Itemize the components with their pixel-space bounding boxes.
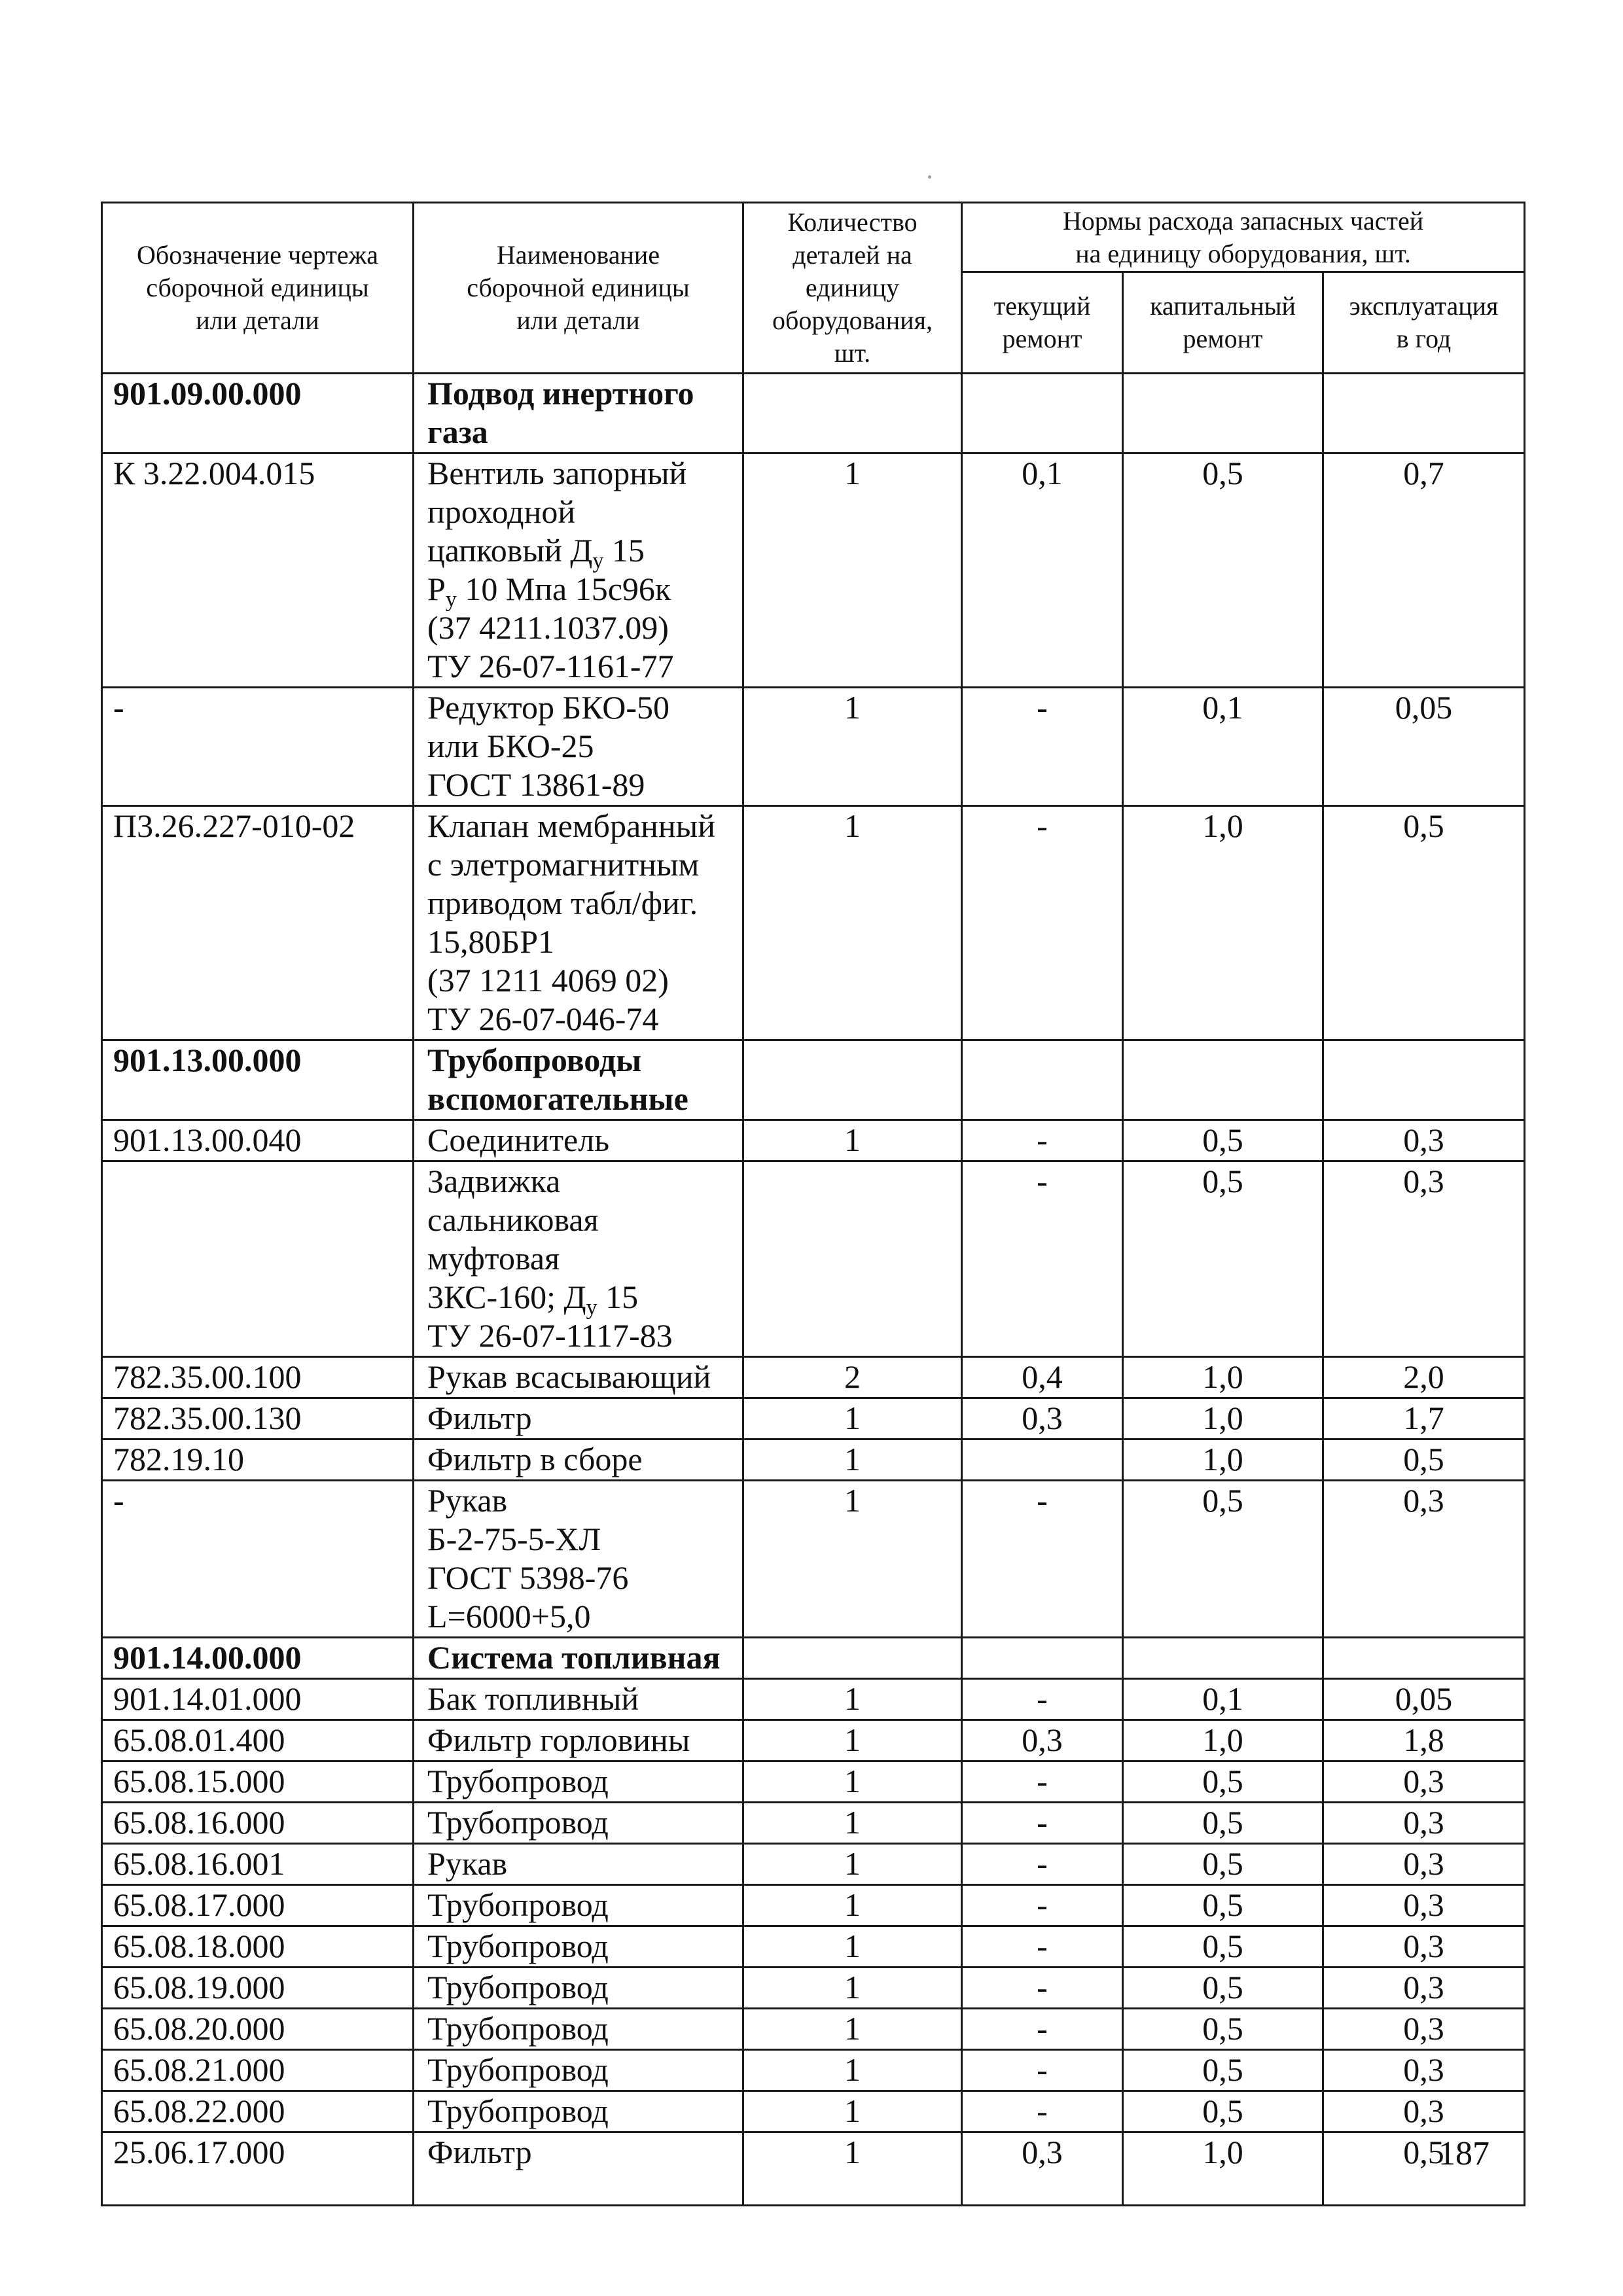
cell-current-repair: -: [962, 1761, 1123, 1803]
header-drawing-designation: Обозначение чертежа сборочной единицы или детали: [102, 203, 414, 374]
cell-current-repair: [962, 374, 1123, 453]
cell-quantity: 1: [743, 1968, 962, 2009]
cell-quantity: 1: [743, 1844, 962, 1885]
cell-annual-operation: 0,3: [1323, 1761, 1525, 1803]
cell-annual-operation: 0,5: [1323, 806, 1525, 1040]
cell-name: Фильтр: [414, 1398, 743, 1439]
cell-capital-repair: 0,5: [1123, 1844, 1323, 1885]
cell-quantity: 1: [743, 2050, 962, 2091]
table-header: [102, 203, 1525, 374]
cell-designation: 901.14.00.000: [102, 1638, 414, 1679]
cell-name: Трубопровод: [414, 1803, 743, 1844]
cell-designation: 65.08.16.001: [102, 1844, 414, 1885]
cell-current-repair: -: [962, 1161, 1123, 1357]
cell-current-repair: -: [962, 2050, 1123, 2091]
cell-annual-operation: 0,5: [1323, 2132, 1525, 2206]
cell-annual-operation: 0,3: [1323, 1161, 1525, 1357]
cell-quantity: 1: [743, 1120, 962, 1161]
cell-capital-repair: 0,5: [1123, 2009, 1323, 2050]
cell-name: Трубопровод: [414, 2091, 743, 2132]
cell-annual-operation: 0,3: [1323, 1120, 1525, 1161]
cell-capital-repair: 1,0: [1123, 806, 1323, 1040]
cell-annual-operation: 0,3: [1323, 1926, 1525, 1968]
cell-quantity: [743, 1638, 962, 1679]
cell-designation: К 3.22.004.015: [102, 453, 414, 688]
cell-designation: 65.08.17.000: [102, 1885, 414, 1926]
cell-name: Фильтр горловины: [414, 1720, 743, 1761]
cell-quantity: 1: [743, 2132, 962, 2206]
table-row: [102, 1357, 1525, 1398]
cell-designation: 901.09.00.000: [102, 374, 414, 453]
cell-designation: [102, 1161, 414, 1357]
cell-designation: 65.08.18.000: [102, 1926, 414, 1968]
table-row: [102, 1439, 1525, 1481]
cell-name: Рукав: [414, 1844, 743, 1885]
table-row: [102, 1679, 1525, 1720]
cell-name: Трубопроводы вспомогательные: [414, 1040, 743, 1120]
cell-current-repair: -: [962, 1844, 1123, 1885]
table-row: [102, 1720, 1525, 1761]
header-annual-operation: эксплуатация в год: [1323, 272, 1525, 374]
cell-quantity: 1: [743, 806, 962, 1040]
cell-designation: 901.14.01.000: [102, 1679, 414, 1720]
header-quantity-per-unit: Количество деталей на единицу оборудования, шт.: [743, 203, 962, 374]
cell-quantity: 1: [743, 1803, 962, 1844]
cell-annual-operation: 1,7: [1323, 1398, 1525, 1439]
cell-capital-repair: 0,5: [1123, 453, 1323, 688]
cell-current-repair: 0,4: [962, 1357, 1123, 1398]
table-row: [102, 1161, 1525, 1357]
table-row: [102, 1398, 1525, 1439]
cell-capital-repair: [1123, 1638, 1323, 1679]
table-row: [102, 1968, 1525, 2009]
cell-designation: 782.35.00.130: [102, 1398, 414, 1439]
table-body: [102, 374, 1525, 2206]
cell-name: Фильтр: [414, 2132, 743, 2206]
cell-designation: 782.19.10: [102, 1439, 414, 1481]
cell-capital-repair: 1,0: [1123, 1439, 1323, 1481]
cell-capital-repair: 0,5: [1123, 1926, 1323, 1968]
cell-quantity: [743, 374, 962, 453]
cell-current-repair: [962, 1638, 1123, 1679]
cell-name: Трубопровод: [414, 1761, 743, 1803]
table-row: [102, 806, 1525, 1040]
subscript: у: [445, 588, 457, 612]
cell-capital-repair: 0,5: [1123, 1481, 1323, 1638]
cell-quantity: 1: [743, 688, 962, 806]
cell-capital-repair: 0,5: [1123, 1161, 1323, 1357]
cell-capital-repair: 0,1: [1123, 1679, 1323, 1720]
cell-quantity: 1: [743, 1761, 962, 1803]
cell-annual-operation: 0,3: [1323, 2050, 1525, 2091]
cell-name: Соединитель: [414, 1120, 743, 1161]
cell-capital-repair: [1123, 1040, 1323, 1120]
header-capital-repair: капитальный ремонт: [1123, 272, 1323, 374]
cell-quantity: [743, 1040, 962, 1120]
cell-quantity: 1: [743, 1720, 962, 1761]
cell-annual-operation: 2,0: [1323, 1357, 1525, 1398]
cell-name: Трубопровод: [414, 2050, 743, 2091]
cell-name: Система топливная: [414, 1638, 743, 1679]
cell-quantity: 1: [743, 1885, 962, 1926]
header-current-repair: текущий ремонт: [962, 272, 1123, 374]
cell-quantity: 1: [743, 1679, 962, 1720]
cell-annual-operation: 0,3: [1323, 1481, 1525, 1638]
page-number: 187: [1438, 2135, 1489, 2172]
cell-annual-operation: 0,3: [1323, 1885, 1525, 1926]
cell-current-repair: 0,3: [962, 1720, 1123, 1761]
cell-current-repair: -: [962, 1968, 1123, 2009]
cell-designation: 65.08.15.000: [102, 1761, 414, 1803]
cell-current-repair: -: [962, 688, 1123, 806]
subscript: у: [586, 1296, 597, 1320]
cell-annual-operation: 1,8: [1323, 1720, 1525, 1761]
cell-name: Задвижка сальниковая муфтовая 3КС-160; $Д_у$ 15 ТУ 26-07-1117-83: [414, 1161, 743, 1357]
cell-quantity: 1: [743, 2009, 962, 2050]
scan-artifact-dot: [928, 175, 931, 179]
cell-name: Трубопровод: [414, 1968, 743, 2009]
cell-name: Бак топливный: [414, 1679, 743, 1720]
table-row: [102, 1885, 1525, 1926]
cell-quantity: 1: [743, 1926, 962, 1968]
header-spare-parts-norms: Нормы расхода запасных частей на единицу оборудования, шт.: [962, 203, 1525, 272]
subscript: у: [592, 549, 604, 573]
cell-annual-operation: 0,3: [1323, 1968, 1525, 2009]
cell-annual-operation: 0,3: [1323, 1803, 1525, 1844]
table-row: [102, 453, 1525, 688]
section-row: [102, 1638, 1525, 1679]
cell-current-repair: [962, 1439, 1123, 1481]
cell-name: Вентиль запорный проходной цапковый $Д_у$ 15 $Р_у$ 10 Мпа 15с96к (37 4211.1037.09) ТУ 26-07-1161-77: [414, 453, 743, 688]
table-row: [102, 2132, 1525, 2206]
cell-designation: 782.35.00.100: [102, 1357, 414, 1398]
cell-designation: 65.08.01.400: [102, 1720, 414, 1761]
cell-current-repair: 0,3: [962, 2132, 1123, 2206]
table-row: [102, 1761, 1525, 1803]
cell-annual-operation: 0,05: [1323, 1679, 1525, 1720]
cell-name: Фильтр в сборе: [414, 1439, 743, 1481]
cell-annual-operation: 0,05: [1323, 688, 1525, 806]
cell-designation: -: [102, 1481, 414, 1638]
cell-current-repair: -: [962, 1120, 1123, 1161]
cell-designation: П3.26.227-010-02: [102, 806, 414, 1040]
cell-designation: 65.08.22.000: [102, 2091, 414, 2132]
table-row: [102, 1120, 1525, 1161]
cell-capital-repair: [1123, 374, 1323, 453]
cell-name: Рукав всасывающий: [414, 1357, 743, 1398]
cell-quantity: 1: [743, 453, 962, 688]
cell-name: Рукав Б-2-75-5-ХЛ ГОСТ 5398-76 L=6000+5,0: [414, 1481, 743, 1638]
cell-designation: 25.06.17.000: [102, 2132, 414, 2206]
cell-capital-repair: 0,5: [1123, 1968, 1323, 2009]
cell-capital-repair: 1,0: [1123, 1398, 1323, 1439]
cell-quantity: 1: [743, 1481, 962, 1638]
cell-capital-repair: 0,1: [1123, 688, 1323, 806]
table-row: [102, 1481, 1525, 1638]
cell-annual-operation: 0,5: [1323, 1439, 1525, 1481]
table-row: [102, 2009, 1525, 2050]
section-row: [102, 374, 1525, 453]
cell-annual-operation: 0,3: [1323, 2091, 1525, 2132]
cell-current-repair: -: [962, 1803, 1123, 1844]
cell-capital-repair: 0,5: [1123, 2050, 1323, 2091]
cell-current-repair: -: [962, 1926, 1123, 1968]
table-row: [102, 2050, 1525, 2091]
cell-designation: -: [102, 688, 414, 806]
cell-capital-repair: 1,0: [1123, 1357, 1323, 1398]
cell-capital-repair: 1,0: [1123, 1720, 1323, 1761]
cell-name: Трубопровод: [414, 2009, 743, 2050]
cell-quantity: 1: [743, 2091, 962, 2132]
cell-annual-operation: 0,3: [1323, 1844, 1525, 1885]
cell-current-repair: -: [962, 1885, 1123, 1926]
cell-quantity: 2: [743, 1357, 962, 1398]
header-assembly-name: Наименование сборочной единицы или детали: [414, 203, 743, 374]
cell-capital-repair: 0,5: [1123, 1761, 1323, 1803]
cell-designation: 65.08.19.000: [102, 1968, 414, 2009]
cell-quantity: 1: [743, 1398, 962, 1439]
cell-capital-repair: 0,5: [1123, 1885, 1323, 1926]
spare-parts-table: [101, 202, 1525, 2206]
cell-designation: 65.08.20.000: [102, 2009, 414, 2050]
cell-name: Трубопровод: [414, 1885, 743, 1926]
table-row: [102, 1844, 1525, 1885]
cell-designation: 65.08.21.000: [102, 2050, 414, 2091]
table-row: [102, 2091, 1525, 2132]
cell-name: Клапан мембранный с элетромагнитным приводом табл/фиг. 15,80БР1 (37 1211 4069 02) ТУ 26-07-046-74: [414, 806, 743, 1040]
cell-quantity: [743, 1161, 962, 1357]
cell-current-repair: -: [962, 1679, 1123, 1720]
table-row: [102, 1803, 1525, 1844]
cell-current-repair: [962, 1040, 1123, 1120]
cell-designation: 901.13.00.000: [102, 1040, 414, 1120]
cell-annual-operation: [1323, 1040, 1525, 1120]
cell-current-repair: 0,3: [962, 1398, 1123, 1439]
cell-capital-repair: 0,5: [1123, 1120, 1323, 1161]
cell-designation: 901.13.00.040: [102, 1120, 414, 1161]
cell-current-repair: -: [962, 2009, 1123, 2050]
table-row: [102, 1926, 1525, 1968]
cell-name: Редуктор БКО-50 или БКО-25 ГОСТ 13861-89: [414, 688, 743, 806]
cell-current-repair: -: [962, 2091, 1123, 2132]
cell-annual-operation: 0,7: [1323, 453, 1525, 688]
cell-current-repair: 0,1: [962, 453, 1123, 688]
cell-name: Трубопровод: [414, 1926, 743, 1968]
cell-annual-operation: 0,3: [1323, 2009, 1525, 2050]
cell-current-repair: -: [962, 1481, 1123, 1638]
cell-designation: 65.08.16.000: [102, 1803, 414, 1844]
table-row: [102, 688, 1525, 806]
cell-current-repair: -: [962, 806, 1123, 1040]
cell-quantity: 1: [743, 1439, 962, 1481]
section-row: [102, 1040, 1525, 1120]
cell-capital-repair: 0,5: [1123, 1803, 1323, 1844]
cell-capital-repair: 0,5: [1123, 2091, 1323, 2132]
cell-annual-operation: [1323, 1638, 1525, 1679]
cell-name: Подвод инертного газа: [414, 374, 743, 453]
cell-capital-repair: 1,0: [1123, 2132, 1323, 2206]
cell-annual-operation: [1323, 374, 1525, 453]
